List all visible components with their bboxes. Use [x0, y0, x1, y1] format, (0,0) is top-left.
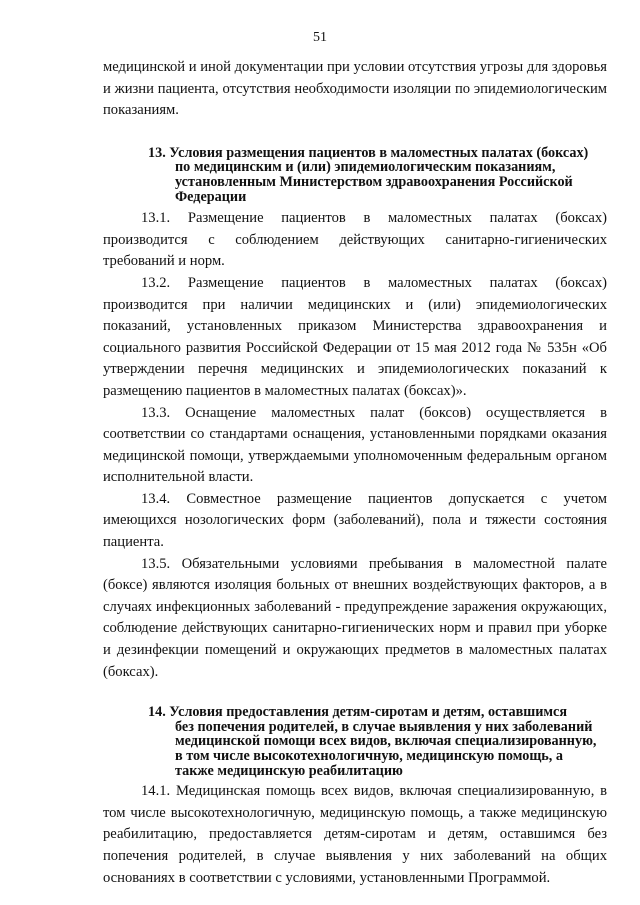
heading-line: также медицинскую реабилитацию: [175, 762, 403, 779]
section-14-heading: [103, 705, 607, 778]
paragraph-13-5: 13.5. Обязательными условиями пребывания в маломестной палате (боксе) являются изоляция больных от внешних воздействующих факторов, а в случаях инфекционных заболеваний - предупреждение заражения окружающих, соблюдение действующих санитарно-гигиенических норм и правил при уборке и дезинфекции помещений и окружающих предметов в маломестных палатах (боксах).: [103, 555, 607, 680]
intro-paragraph: медицинской и иной документации при условии отсутствия угрозы для здоровья и жизни пациента, отсутствия необходимости изоляции по эпидемиологическим показаниям.: [103, 59, 607, 119]
paragraph-13-3: 13.3. Оснащение маломестных палат (боксов) осуществляется в соответствии со стандартами оснащения, установленными порядками оказания медицинской помощи, утверждаемыми уполномоченным федеральным органом исполнительной власти.: [103, 404, 607, 486]
heading-line: без попечения родителей, в случае выявления у них заболеваний: [175, 718, 593, 735]
heading-line: Федерации: [175, 188, 247, 205]
heading-line: в том числе высокотехнологичную, медицинскую помощь, а: [175, 748, 563, 764]
heading-line: по медицинским и (или) эпидемиологическим показаниям,: [175, 159, 556, 176]
paragraph-14-1: 14.1. Медицинская помощь всех видов, включая специализированную, в том числе высокотехнологичную, медицинскую помощь, а также медицинскую реабилитацию, предоставляется детям-сиротам и детям, оставшимся без попечения родителей, в случае выявления у них заболеваний на общих основаниях в соответствии с условиями, установленными Программой.: [103, 783, 607, 886]
heading-line: 14. Условия предоставления детям-сиротам и детям, оставшимся: [148, 704, 568, 721]
paragraph-13-1: 13.1. Размещение пациентов в маломестных палатах (боксах) производится с соблюдением действующих санитарно-гигиенических требований и норм.: [103, 210, 607, 270]
paragraph-13-2: 13.2. Размещение пациентов в маломестных палатах (боксах) производится при наличии медицинских и (или) эпидемиологических показаний, установленных приказом Министерства здравоохранения и социального развития Российской Федерации от 15 мая 2012 года № 535н «Об утверждении перечня медицинских и эпидемиологических показаний к размещению пациентов в маломестных палатах (боксах)».: [103, 274, 607, 399]
page-number: 51: [313, 30, 327, 45]
section-13-heading: [103, 146, 607, 204]
heading-line: установленным Министерством здравоохранения Российской: [175, 173, 573, 190]
heading-line: 13. Условия размещения пациентов в маломестных палатах (боксах): [148, 144, 589, 161]
page-content: [103, 57, 607, 889]
paragraph-13-4: 13.4. Совместное размещение пациентов допускается с учетом имеющихся нозологических форм (заболеваний), пола и тяжести состояния пациента.: [103, 490, 607, 551]
heading-line: медицинской помощи всех видов, включая специализированную,: [175, 733, 597, 750]
